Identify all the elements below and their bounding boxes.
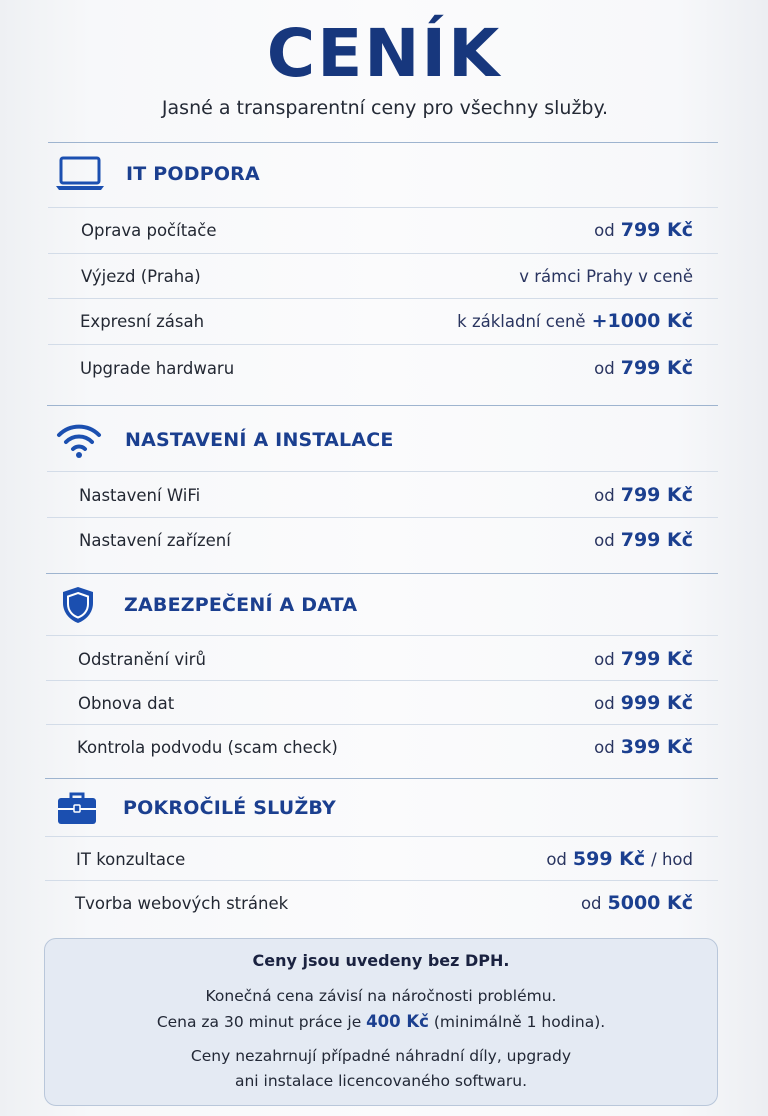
page-subtitle: Jasné a transparentní ceny pro všechny služby. <box>161 97 609 119</box>
price-amount: 5000 Kč <box>607 892 693 914</box>
price-value <box>594 648 693 670</box>
section-title: NASTAVENÍ A INSTALACE <box>125 429 394 451</box>
price-row <box>75 881 693 925</box>
shield-icon <box>52 585 104 625</box>
price-amount: 599 Kč <box>572 848 646 870</box>
service-label: Odstranění virů <box>78 649 206 669</box>
price-row <box>80 346 693 390</box>
service-label: Nastavení zařízení <box>79 530 231 550</box>
notice-line: ani instalace licencovaného softwaru. <box>234 1072 527 1090</box>
section-divider <box>46 573 718 574</box>
row-divider <box>46 635 718 636</box>
price-row <box>80 299 693 343</box>
service-label: Oprava počítače <box>81 220 217 240</box>
price-suffix: / hod <box>651 850 693 869</box>
price-row <box>77 725 693 769</box>
price-prefix: od <box>594 531 615 550</box>
price-row <box>79 473 693 517</box>
price-prefix: od <box>594 486 615 505</box>
price-value <box>594 736 693 758</box>
pricing-notice-box <box>44 938 718 1106</box>
notice-line: Konečná cena závisí na náročnosti problému. <box>205 987 557 1005</box>
price-prefix: od <box>580 894 602 913</box>
price-value <box>519 267 693 286</box>
price-amount: 799 Kč <box>620 529 693 551</box>
price-value <box>457 310 693 332</box>
price-prefix: k základní ceně <box>457 312 586 331</box>
price-value <box>594 529 693 551</box>
notice-line: Ceny nezahrnují případné náhradní díly, upgrady <box>190 1047 572 1065</box>
price-value <box>594 484 693 506</box>
price-amount: 399 Kč <box>620 736 693 758</box>
price-row <box>81 254 693 298</box>
price-prefix: od <box>546 850 567 869</box>
section-header-it-podpora <box>54 154 260 194</box>
notice-title: Ceny jsou uvedeny bez DPH. <box>252 951 510 970</box>
section-header-zabezpeceni <box>52 585 357 625</box>
price-value <box>594 692 693 714</box>
price-amount: +1000 Kč <box>591 310 693 332</box>
section-title: POKROČILÉ SLUŽBY <box>123 797 337 819</box>
wifi-icon <box>53 420 105 460</box>
price-value <box>546 848 693 870</box>
price-amount: 799 Kč <box>620 219 693 241</box>
price-value <box>581 892 693 914</box>
price-row <box>76 837 693 881</box>
price-prefix: od <box>594 694 615 713</box>
section-divider <box>47 405 718 406</box>
price-row <box>78 637 693 681</box>
price-value <box>594 219 693 241</box>
briefcase-icon <box>51 788 103 828</box>
notice-rate-after: (minimálně 1 hodina). <box>433 1013 606 1031</box>
service-label: Nastavení WiFi <box>79 485 201 505</box>
service-label: Upgrade hardwaru <box>80 358 235 378</box>
service-label: IT konzultace <box>76 849 186 869</box>
service-label: Kontrola podvodu (scam check) <box>77 737 338 757</box>
price-row <box>78 681 693 725</box>
laptop-icon <box>54 154 106 194</box>
price-value <box>594 357 693 379</box>
page-title: CENÍK <box>266 15 502 92</box>
notice-rate-amount: 400 Kč <box>366 1012 429 1031</box>
price-amount: 799 Kč <box>620 648 693 670</box>
price-row <box>81 208 693 252</box>
price-prefix: od <box>594 738 615 757</box>
section-header-nastaveni <box>53 420 394 460</box>
price-prefix: od <box>594 650 615 669</box>
price-row <box>79 518 693 562</box>
row-divider <box>48 344 718 345</box>
price-amount: 799 Kč <box>620 357 693 379</box>
section-title: ZABEZPEČENÍ A DATA <box>124 594 358 616</box>
section-title: IT PODPORA <box>126 163 260 185</box>
price-prefix: od <box>594 359 615 378</box>
row-divider <box>47 471 718 472</box>
service-label: Výjezd (Praha) <box>81 266 201 286</box>
notice-line-rate <box>45 1012 717 1031</box>
service-label: Tvorba webových stránek <box>75 893 289 913</box>
section-divider <box>48 142 718 143</box>
section-divider <box>45 778 718 779</box>
price-prefix: v rámci Prahy v ceně <box>519 266 693 286</box>
notice-rate-before: Cena za 30 minut práce je <box>156 1013 362 1031</box>
service-label: Obnova dat <box>78 693 175 713</box>
service-label: Expresní zásah <box>80 311 205 331</box>
price-amount: 999 Kč <box>620 692 693 714</box>
section-header-pokrocile <box>51 788 336 828</box>
price-prefix: od <box>594 221 615 240</box>
price-amount: 799 Kč <box>620 484 693 506</box>
